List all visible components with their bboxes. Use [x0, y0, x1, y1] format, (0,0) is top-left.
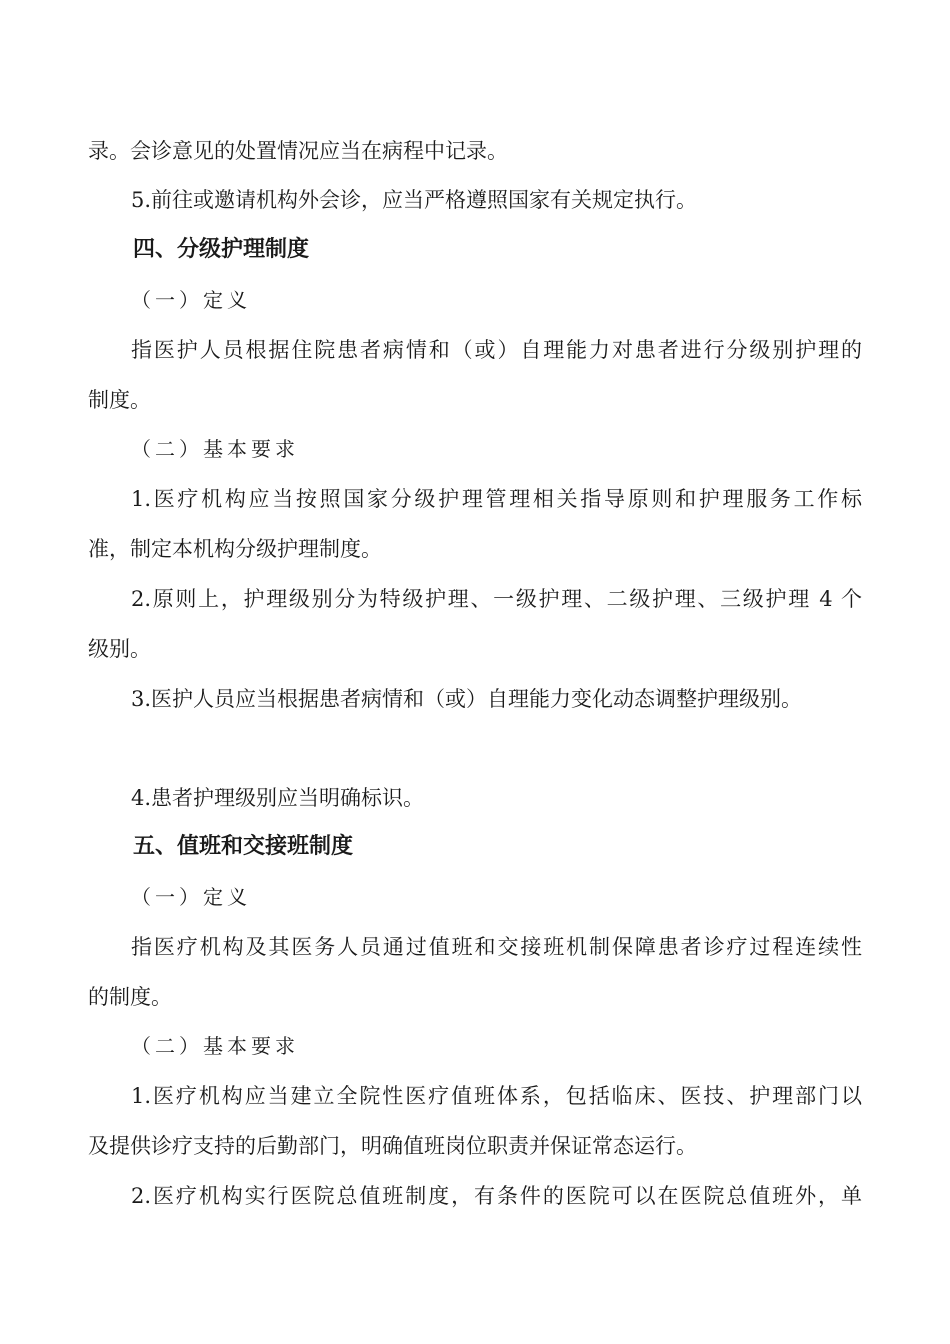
body-text-line: 1.医疗机构应当建立全院性医疗值班体系，包括临床、医技、护理部门以	[131, 1084, 862, 1108]
section-heading: 五、值班和交接班制度	[133, 834, 354, 859]
body-text-line: 3.医护人员应当根据患者病情和（或）自理能力变化动态调整护理级别。	[131, 687, 803, 711]
body-text-line: 制度。	[88, 388, 151, 412]
body-text-line: 及提供诊疗支持的后勤部门，明确值班岗位职责并保证常态运行。	[88, 1134, 697, 1158]
body-text-line: 的制度。	[88, 985, 172, 1009]
body-text-line: 5.前往或邀请机构外会诊，应当严格遵照国家有关规定执行。	[131, 188, 698, 212]
subsection-heading: （一）定义	[131, 288, 251, 312]
body-text-line: 级别。	[88, 637, 151, 661]
body-text-line: 4.患者护理级别应当明确标识。	[131, 786, 425, 810]
body-text-line: 录。会诊意见的处置情况应当在病程中记录。	[88, 139, 508, 163]
subsection-heading: （二）基本要求	[131, 437, 299, 461]
subsection-heading: （二）基本要求	[131, 1034, 299, 1058]
section-heading: 四、分级护理制度	[133, 237, 310, 262]
body-text-line: 2.原则上，护理级别分为特级护理、一级护理、二级护理、三级护理 4 个	[131, 587, 862, 611]
body-text-line: 2.医疗机构实行医院总值班制度，有条件的医院可以在医院总值班外，单	[131, 1184, 862, 1208]
body-text-line: 指医疗机构及其医务人员通过值班和交接班机制保障患者诊疗过程连续性	[131, 935, 862, 959]
body-text-line: 1.医疗机构应当按照国家分级护理管理相关指导原则和护理服务工作标	[131, 487, 862, 511]
body-text-line: 准，制定本机构分级护理制度。	[88, 537, 382, 561]
subsection-heading: （一）定义	[131, 885, 251, 909]
body-text-line: 指医护人员根据住院患者病情和（或）自理能力对患者进行分级别护理的	[131, 338, 862, 362]
